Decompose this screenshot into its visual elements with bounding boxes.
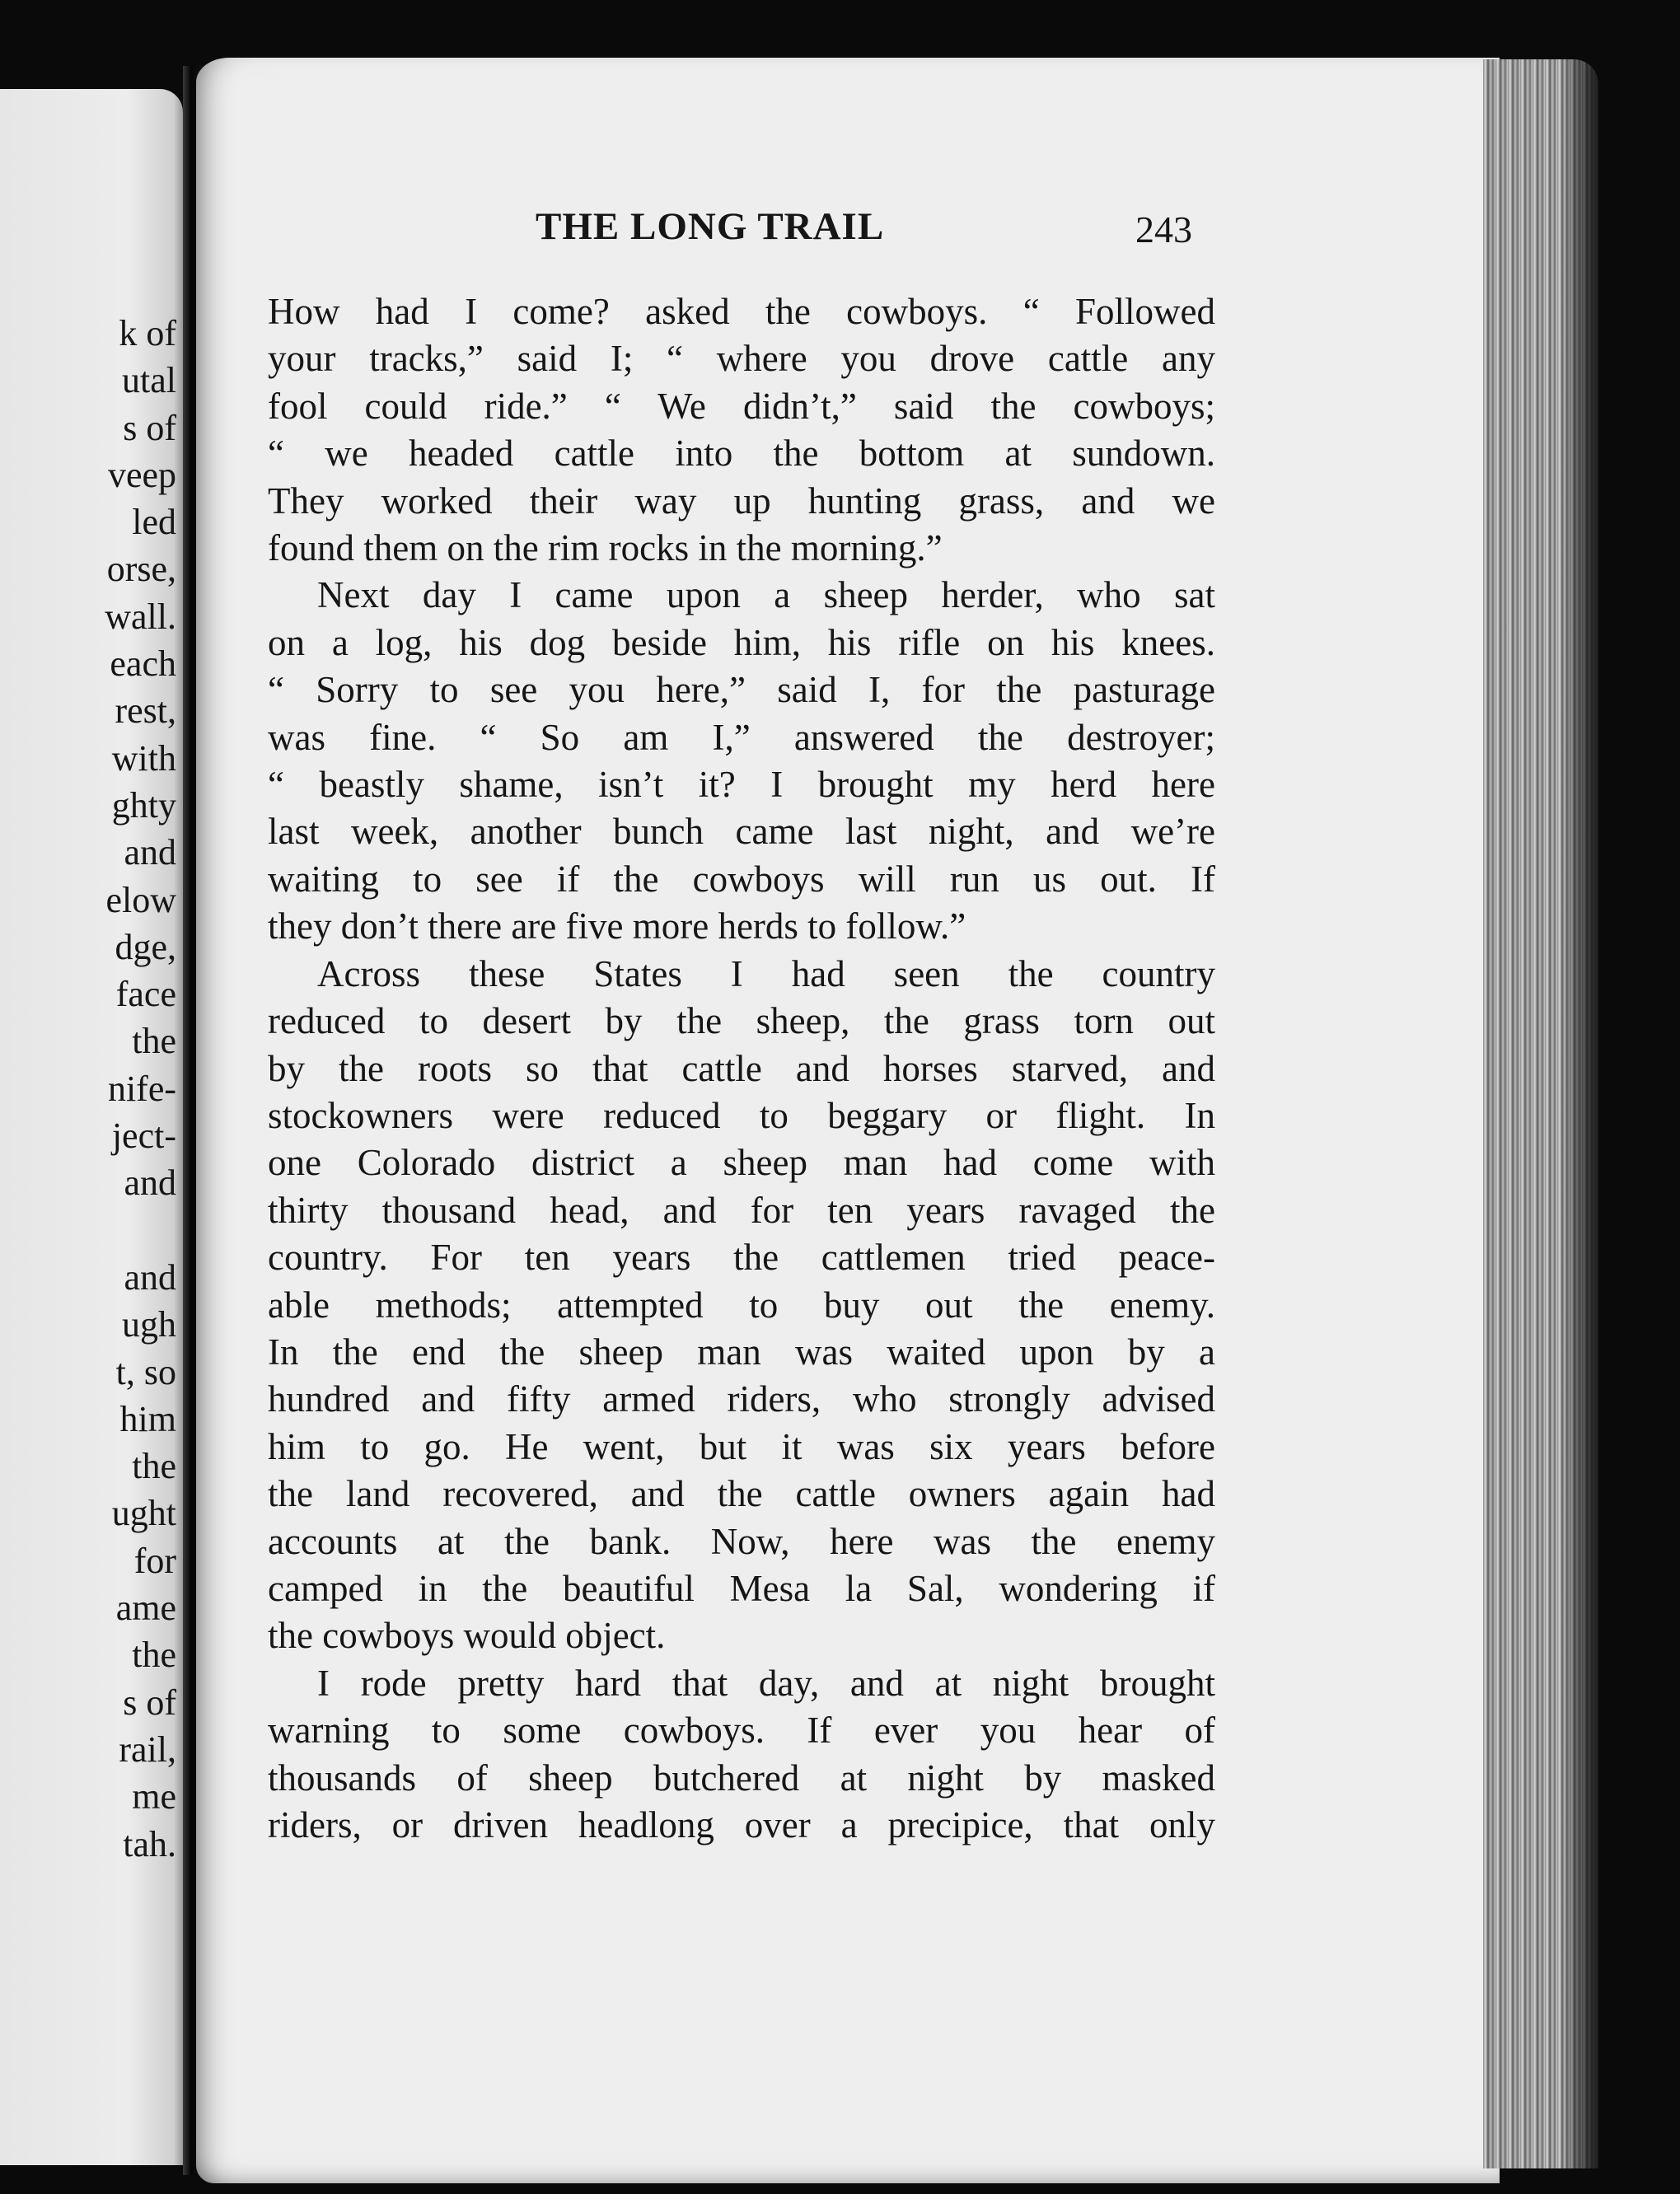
left-page-line: with — [111, 737, 176, 779]
text-line: They worked their way up hunting grass, and we — [268, 479, 1215, 522]
text-line: How had I come? asked the cowboys. “ Followed — [268, 291, 1215, 332]
text-line: Next day I came upon a sheep herder, who sat — [317, 574, 1215, 616]
text-line: In the end the sheep man was waited upon by a — [268, 1331, 1215, 1373]
text-line: accounts at the bank. Now, here was the enemy — [268, 1520, 1215, 1562]
text-line: “ Sorry to see you here,” said I, for the pasturage — [268, 669, 1215, 711]
left-page-line: each — [110, 643, 176, 685]
left-page-line: t, so — [115, 1351, 176, 1392]
left-page-line: the — [132, 1446, 176, 1487]
left-page-line: and — [124, 1256, 176, 1298]
left-page — [0, 89, 183, 2165]
left-page-line: s of — [123, 1682, 176, 1723]
text-line: last week, another bunch came last night, and we’re — [268, 811, 1215, 853]
text-line: was fine. “ So am I,” answered the destroyer; — [268, 716, 1215, 758]
left-page-line: ject- — [111, 1116, 176, 1157]
left-page-line: him — [119, 1398, 176, 1439]
left-page-line: led — [132, 502, 176, 543]
left-page-line: ugh — [122, 1304, 176, 1345]
text-line: by the roots so that cattle and horses starved, and — [268, 1047, 1215, 1089]
left-page-line: utal — [122, 360, 176, 401]
text-line: camped in the beautiful Mesa la Sal, wondering if — [268, 1567, 1215, 1609]
text-line: “ we headed cattle into the bottom at sundown. — [268, 433, 1215, 475]
left-page-text-fragments — [105, 310, 176, 1868]
text-line: the cowboys would object. — [268, 1615, 666, 1657]
left-page-line: dge, — [115, 926, 176, 967]
left-page-line: k of — [119, 313, 176, 353]
left-page-line: elow — [105, 879, 176, 920]
text-line: fool could ride.” “ We didn’t,” said the cowboys; — [268, 385, 1215, 427]
text-line: warning to some cowboys. If ever you hear of — [268, 1710, 1215, 1752]
left-page-line: ame — [115, 1588, 176, 1629]
left-page-line: wall. — [105, 596, 176, 637]
left-page-line: for — [133, 1540, 176, 1581]
text-line: stockowners were reduced to beggary or flight. In — [268, 1094, 1215, 1136]
left-page-line: the — [132, 1021, 176, 1062]
text-line: waiting to see if the cowboys will run us out. If — [268, 858, 1215, 900]
left-page-line: nife- — [107, 1068, 176, 1109]
running-head: THE LONG TRAIL — [536, 205, 885, 248]
text-line: I rode pretty hard that day, and at night brought — [317, 1662, 1215, 1704]
text-line: thirty thousand head, and for ten years ravaged the — [268, 1189, 1215, 1231]
text-line: able methods; attempted to buy out the enemy. — [268, 1284, 1215, 1326]
text-line: on a log, his dog beside him, his rifle on his knees. — [268, 621, 1215, 663]
text-line: riders, or driven headlong over a precipice, that only — [268, 1804, 1215, 1845]
page-edges — [1483, 59, 1598, 2168]
text-line: they don’t there are five more herds to follow.” — [268, 905, 966, 947]
left-page-line: face — [115, 974, 176, 1015]
left-page-line: rest, — [115, 690, 176, 732]
text-line: him to go. He went, but it was six years before — [268, 1425, 1215, 1467]
left-page-line: ghty — [111, 784, 176, 826]
left-page-line: and — [124, 832, 176, 873]
text-line: country. For ten years the cattlemen tried peace- — [268, 1237, 1215, 1279]
left-page-line: tah. — [123, 1823, 176, 1864]
text-line: reduced to desert by the sheep, the grass torn out — [268, 1000, 1215, 1042]
left-page-line: s of — [123, 407, 176, 448]
text-line: Across these States I had seen the country — [317, 952, 1215, 994]
left-page-line: and — [124, 1162, 176, 1204]
page-number: 243 — [1135, 208, 1192, 250]
text-line: your tracks,” said I; “ where you drove cattle any — [268, 338, 1215, 380]
text-line: “ beastly shame, isn’t it? I brought my herd here — [268, 764, 1215, 806]
left-page-line: ught — [111, 1493, 176, 1534]
text-line: the land recovered, and the cattle owners again had — [268, 1473, 1215, 1515]
text-line: found them on the rim rocks in the morning.” — [268, 527, 943, 569]
left-page-line: orse, — [106, 549, 176, 590]
left-page-line: veep — [107, 454, 176, 495]
left-page-line: the — [132, 1635, 176, 1676]
text-line: hundred and fifty armed riders, who strongly advised — [268, 1378, 1215, 1420]
body-text — [268, 288, 1215, 1849]
text-line: thousands of sheep butchered at night by masked — [268, 1757, 1215, 1799]
text-line: one Colorado district a sheep man had come with — [268, 1142, 1215, 1184]
left-page-line: me — [132, 1776, 176, 1817]
left-page-line: rail, — [119, 1729, 176, 1770]
left-page-line — [105, 1207, 176, 1254]
